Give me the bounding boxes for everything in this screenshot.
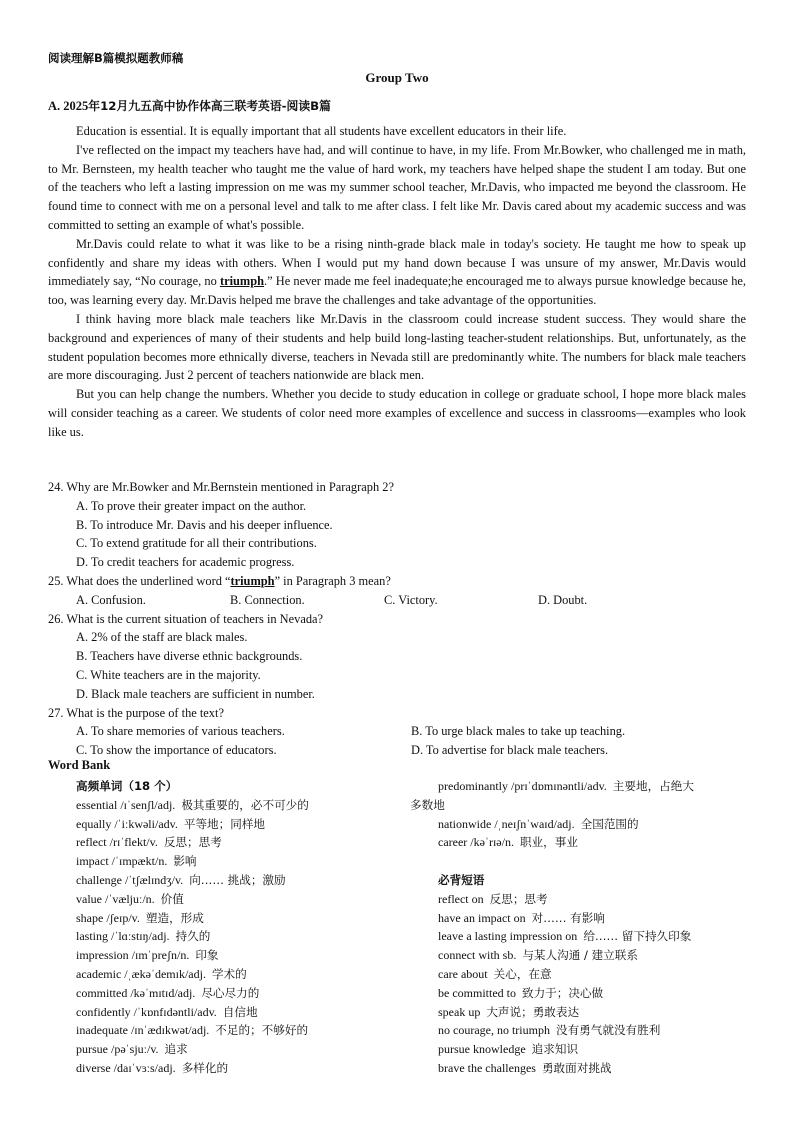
word-term: equally /ˈiːkwəli/adv. — [76, 816, 178, 831]
word-entry — [76, 852, 396, 871]
word-bank-left-column — [76, 777, 396, 1078]
word-meaning: 勇敢面对挑战 — [541, 1060, 612, 1075]
word-term: have an impact on — [438, 910, 526, 925]
word-term: diverse /daɪˈvɜːs/adj. — [76, 1060, 176, 1075]
paragraph-1: Education is essential. It is equally important that all students have excellent educators in their life. — [76, 124, 567, 138]
question-25 — [48, 572, 748, 610]
word-term: inadequate /ɪnˈædɪkwət/adj. — [76, 1023, 210, 1038]
word-term: be committed to — [438, 985, 516, 1000]
word-entry — [76, 965, 396, 984]
word-meaning: 塑造，形成 — [145, 910, 204, 925]
word-term: shape /ʃeɪp/v. — [76, 910, 140, 925]
word-term: connect with sb. — [438, 948, 517, 963]
word-term: nationwide /ˌneɪʃnˈwaɪd/adj. — [438, 816, 575, 831]
word-entry — [76, 833, 396, 852]
word-entry — [410, 833, 750, 852]
word-term: value /ˈvæljuː/n. — [76, 891, 155, 906]
word-entry — [76, 890, 396, 909]
word-term: academic /ˌækəˈdemɪk/adj. — [76, 966, 206, 981]
paragraph-4: I think having more black male teachers like Mr.Davis in the classroom could increase student success. They would share the background and experiences of many of their students and help build long-lasting teacher-student relationships. But, unfortunately, as the student population becomes more ethnically diverse, teachers in Nevada still are predominantly white. The numbers for black male teachers are more discouraging. Just 2 percent of teachers nationwide are black men. — [48, 311, 746, 383]
phrase-entry — [410, 946, 750, 965]
section-title — [48, 97, 331, 114]
word-term: confidently /ˈkɒnfɪdəntli/adv. — [76, 1004, 217, 1019]
word-meaning: 追求知识 — [531, 1042, 579, 1057]
phrase-entry — [410, 1021, 750, 1040]
question-stem — [48, 572, 748, 591]
question-26 — [48, 610, 748, 704]
question-stem: 27. What is the purpose of the text? — [48, 705, 224, 720]
word-term: brave the challenges — [438, 1060, 536, 1075]
section-title-prefix: A. 2025 — [48, 99, 89, 113]
phrase-list — [410, 890, 750, 1078]
word-entry — [76, 909, 396, 928]
option-a: A. To prove their greater impact on the author. — [76, 498, 307, 513]
question-stem: 24. Why are Mr.Bowker and Mr.Bernstein mentioned in Paragraph 2? — [48, 480, 394, 494]
word-meaning: 尽心尽力的 — [201, 985, 260, 1000]
option-c: C. Victory. — [384, 592, 438, 607]
question-stem-part-b: ” in Paragraph 3 mean? — [274, 573, 391, 588]
word-meaning: 学术的 — [211, 966, 247, 981]
underlined-word: triumph — [219, 274, 265, 289]
word-bank-title: Word Bank — [48, 758, 111, 772]
option-a: A. 2% of the staff are black males. — [76, 630, 248, 645]
group-title: Group Two — [365, 70, 429, 85]
word-meaning: 追求 — [164, 1042, 188, 1057]
section-title-text: 年12月九五高中协作体高三联考英语-阅读B篇 — [88, 99, 331, 113]
option-d: D. Black male teachers are sufficient in number. — [76, 686, 315, 701]
word-entry — [76, 984, 396, 1003]
option-a: A. Confusion. — [76, 592, 146, 607]
word-entry — [76, 927, 396, 946]
word-entry — [76, 946, 396, 965]
word-meaning: 全国范围的 — [580, 816, 639, 831]
options-row — [76, 591, 748, 610]
phrase-entry — [410, 1059, 750, 1078]
word-meaning: 对…… 有影响 — [531, 910, 605, 925]
word-entry — [410, 815, 750, 834]
word-entry — [76, 1021, 396, 1040]
option-b: B. To urge black males to take up teaching. — [411, 724, 626, 739]
phrase-entry — [410, 1040, 750, 1059]
paragraph-3 — [48, 235, 746, 310]
word-meaning: 给…… 留下持久印象 — [583, 929, 692, 944]
questions-section — [48, 478, 748, 760]
word-meaning: 多数地 — [410, 797, 445, 812]
question-27 — [48, 704, 748, 760]
word-term: impression /ɪmˈpreʃn/n. — [76, 948, 190, 963]
word-meaning: 反思；思考 — [489, 891, 548, 906]
word-term: committed /kəˈmɪtɪd/adj. — [76, 985, 196, 1000]
word-meaning: 关心，在意 — [493, 966, 552, 981]
phrase-entry — [410, 1003, 750, 1022]
option-b: B. Connection. — [230, 592, 305, 607]
word-meaning: 职业，事业 — [519, 835, 578, 850]
word-meaning: 与某人沟通 / 建立联系 — [522, 948, 638, 963]
word-meaning: 大声说；勇敢表达 — [486, 1004, 580, 1019]
word-term: impact /ˈɪmpækt/n. — [76, 854, 168, 869]
option-c: C. White teachers are in the majority. — [76, 667, 261, 682]
words-subtitle: 高频单词（18 个） — [76, 779, 178, 793]
word-term: leave a lasting impression on — [438, 929, 578, 944]
word-term: career /kəˈrɪə/n. — [438, 835, 514, 850]
word-meaning: 主要地，占绝大 — [612, 779, 694, 793]
word-entry — [410, 777, 750, 796]
phrase-entry — [410, 965, 750, 984]
word-meaning: 持久的 — [175, 929, 211, 944]
question-24 — [48, 478, 748, 572]
word-meaning: 没有勇气就没有胜利 — [555, 1023, 661, 1038]
word-term: predominantly /prɪˈdɒmɪnəntli/adv. — [438, 779, 607, 793]
phrases-subtitle: 必背短语 — [438, 872, 485, 887]
option-c: C. To show the importance of educators. — [76, 743, 277, 758]
word-meaning: 向…… 挑战；激励 — [189, 872, 286, 887]
word-meaning: 自信地 — [222, 1004, 258, 1019]
word-term: pursue /pəˈsjuː/v. — [76, 1042, 159, 1057]
word-meaning: 多样化的 — [181, 1060, 229, 1075]
word-entry — [76, 815, 396, 834]
document-header: 阅读理解B篇模拟题教师稿 — [48, 51, 184, 65]
paragraph-3-part-a: Mr.Davis could relate to what it was like to be a rising ninth-grade black male in today's society. He taught me how to speak up confidently and share my ideas with others. When I would put my hand down because I was unsure of my answer, Mr.Davis would immediately say, “No courage, no — [48, 236, 746, 289]
question-stem: 26. What is the current situation of teachers in Nevada? — [48, 611, 324, 626]
word-meaning: 反思；思考 — [163, 835, 222, 850]
word-entry — [76, 796, 396, 815]
word-meaning: 极其重要的，必不可少的 — [181, 797, 309, 812]
reading-passage — [48, 122, 746, 442]
word-entry-continued — [410, 796, 750, 815]
option-c: C. To extend gratitude for all their contributions. — [76, 536, 317, 551]
phrase-entry — [410, 984, 750, 1003]
question-stem-part-a: 25. What does the underlined word “ — [48, 573, 231, 588]
paragraph-5: But you can help change the numbers. Whether you decide to study education in college or graduate school, I hope more black males will consider teaching as a career. We students of color need more examples of excellence and success in classrooms—examples who look like us. — [48, 387, 746, 439]
option-d: D. To advertise for black male teachers. — [411, 743, 609, 758]
paragraph-3-part-b: .” He never made me feel inadequate;he encouraged me to always pursue knowledge because he, too, was learning every day. Mr.Davis helped me brave the challenges and take advantage of the opportunities. — [48, 274, 746, 308]
option-b: B. Teachers have diverse ethnic backgrounds. — [76, 649, 303, 664]
option-d: D. To credit teachers for academic progress. — [76, 555, 295, 570]
word-entry — [76, 1059, 396, 1078]
paragraph-2: I've reflected on the impact my teachers have had, and will continue to have, in my life. From Mr.Bowker, who challenged me in math, to Mr. Bernsteen, my health teacher who taught me the value of hard work, my teachers have helped shape the student I am today. But one of the teachers who left a lasting impression on me was my summer school teacher, Mr.Davis, who impacted me beyond the classroom. He found time to connect with me on a personal level and talk to me after class. I felt like Mr. Davis cared about my academic success and was committed to setting an example of what's possible. — [48, 142, 746, 232]
phrase-entry — [410, 890, 750, 909]
word-term: lasting /ˈlɑːstɪŋ/adj. — [76, 929, 170, 944]
word-entry — [76, 871, 396, 890]
word-term: reflect on — [438, 891, 484, 906]
option-b: B. To introduce Mr. Davis and his deeper influence. — [76, 517, 333, 532]
option-d: D. Doubt. — [538, 592, 588, 607]
word-meaning: 不足的；不够好的 — [215, 1023, 309, 1038]
word-term: care about — [438, 966, 488, 981]
word-term: reflect /rɪˈflekt/v. — [76, 835, 158, 850]
word-term: essential /ɪˈsenʃl/adj. — [76, 797, 176, 812]
word-list — [410, 815, 750, 853]
phrase-entry — [410, 927, 750, 946]
word-term: no courage, no triumph — [438, 1023, 550, 1038]
word-term: pursue knowledge — [438, 1042, 526, 1057]
option-a: A. To share memories of various teachers. — [76, 724, 285, 739]
word-term: challenge /ˈtʃælɪndʒ/v. — [76, 872, 184, 887]
word-meaning: 致力于；决心做 — [521, 985, 604, 1000]
word-meaning: 平等地；同样地 — [183, 816, 266, 831]
word-bank-right-column — [410, 777, 750, 1078]
underlined-word: triumph — [230, 573, 275, 588]
word-meaning: 印象 — [195, 948, 219, 963]
word-term: speak up — [438, 1004, 481, 1019]
word-list — [76, 796, 396, 1078]
word-meaning: 影响 — [173, 854, 197, 869]
word-entry — [76, 1040, 396, 1059]
word-entry — [76, 1003, 396, 1022]
options-grid — [76, 722, 748, 760]
phrase-entry — [410, 909, 750, 928]
word-meaning: 价值 — [160, 891, 184, 906]
